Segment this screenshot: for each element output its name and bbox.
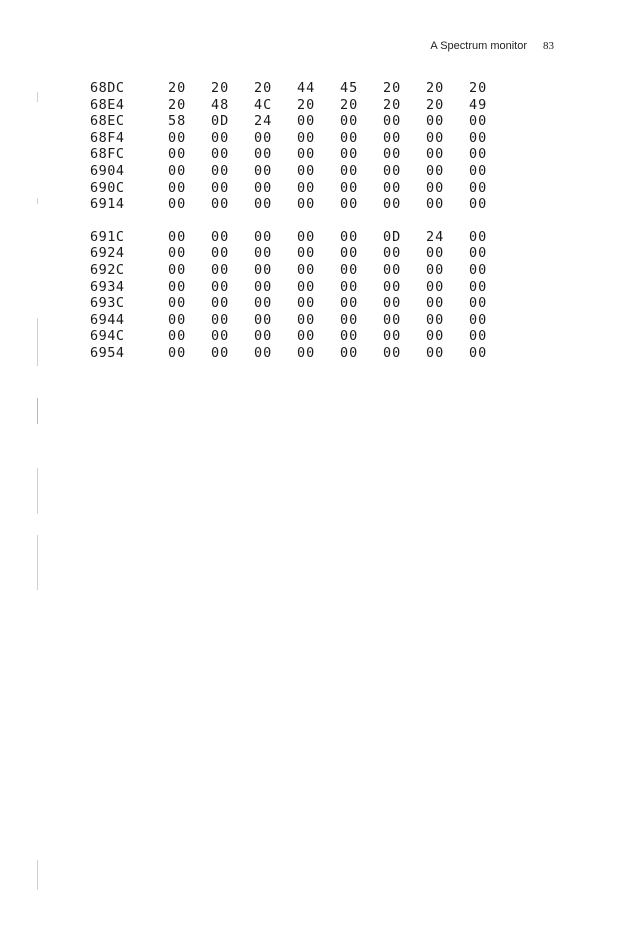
- hex-byte: 00: [211, 196, 230, 213]
- hex-byte: 20: [254, 80, 273, 96]
- memory-address: 6904: [90, 162, 125, 179]
- hex-byte: 20: [426, 80, 445, 96]
- hex-byte: 44: [297, 80, 316, 96]
- hex-byte: 00: [469, 295, 488, 312]
- hex-byte: 00: [168, 245, 187, 262]
- hex-byte: 00: [426, 146, 445, 163]
- margin-mark: [37, 398, 38, 424]
- memory-address: 68F4: [90, 129, 125, 146]
- hex-byte: 00: [469, 261, 488, 278]
- hex-byte: 00: [469, 129, 488, 146]
- hex-byte: 00: [426, 344, 445, 361]
- hex-byte: 20: [168, 80, 187, 96]
- hex-byte: 00: [426, 328, 445, 345]
- hex-byte: 20: [469, 80, 488, 96]
- hex-byte: 00: [426, 311, 445, 328]
- hex-byte: 0D: [211, 113, 230, 130]
- hex-dump-row: [90, 229, 512, 246]
- hex-dump-block: [90, 229, 512, 362]
- hex-dump-row: [90, 146, 512, 163]
- hex-byte: 20: [383, 96, 402, 113]
- hex-byte: 00: [340, 295, 359, 312]
- hex-byte: 00: [211, 146, 230, 163]
- hex-byte: 0D: [383, 228, 402, 245]
- hex-byte: 00: [383, 129, 402, 146]
- hex-byte: 00: [340, 179, 359, 196]
- memory-address: 68EC: [90, 113, 125, 130]
- hex-byte: 00: [383, 344, 402, 361]
- hex-byte: 00: [340, 228, 359, 245]
- hex-byte: 00: [254, 261, 273, 278]
- hex-byte: 00: [211, 245, 230, 262]
- hex-byte: 00: [254, 328, 273, 345]
- hex-byte: 00: [168, 344, 187, 361]
- hex-byte: 00: [211, 129, 230, 146]
- hex-byte: 45: [340, 80, 359, 96]
- hex-byte: 4C: [254, 96, 273, 113]
- hex-byte: 00: [383, 261, 402, 278]
- hex-byte: 00: [297, 129, 316, 146]
- hex-byte: 00: [340, 129, 359, 146]
- hex-byte: 00: [297, 261, 316, 278]
- hex-byte: 00: [426, 196, 445, 213]
- hex-byte: 00: [469, 278, 488, 295]
- hex-byte: 00: [469, 196, 488, 213]
- memory-address: 694C: [90, 328, 125, 345]
- memory-address: 68DC: [90, 80, 125, 96]
- hex-byte: 00: [426, 162, 445, 179]
- hex-byte: 00: [254, 295, 273, 312]
- hex-byte: 00: [426, 278, 445, 295]
- hex-byte: 00: [469, 311, 488, 328]
- hex-byte: 00: [426, 295, 445, 312]
- hex-byte: 00: [297, 245, 316, 262]
- memory-address: 6914: [90, 196, 125, 213]
- memory-address: 68E4: [90, 96, 125, 113]
- memory-address: 68FC: [90, 146, 125, 163]
- hex-byte: 00: [426, 129, 445, 146]
- hex-dump-row: [90, 163, 512, 180]
- hex-byte: 00: [426, 245, 445, 262]
- margin-mark: [37, 198, 38, 204]
- hex-byte: 00: [383, 311, 402, 328]
- hex-byte: 00: [254, 311, 273, 328]
- hex-dump-row: [90, 312, 512, 329]
- hex-byte: 00: [168, 261, 187, 278]
- hex-byte: 00: [297, 113, 316, 130]
- hex-byte: 00: [340, 261, 359, 278]
- hex-byte: 00: [383, 295, 402, 312]
- hex-byte: 00: [254, 196, 273, 213]
- hex-byte: 00: [383, 196, 402, 213]
- hex-byte: 00: [168, 129, 187, 146]
- hex-byte: 00: [211, 295, 230, 312]
- hex-byte: 00: [383, 179, 402, 196]
- margin-mark: [37, 860, 38, 890]
- hex-byte: 00: [168, 162, 187, 179]
- memory-address: 693C: [90, 295, 125, 312]
- hex-byte: 00: [211, 278, 230, 295]
- hex-byte: 00: [340, 113, 359, 130]
- running-head: [430, 40, 554, 52]
- hex-byte: 49: [469, 96, 488, 113]
- hex-byte: 00: [297, 179, 316, 196]
- memory-address: 6954: [90, 344, 125, 361]
- hex-byte: 00: [297, 228, 316, 245]
- hex-dump-row: [90, 245, 512, 262]
- hex-byte: 58: [168, 113, 187, 130]
- hex-byte: 00: [168, 196, 187, 213]
- hex-dump-row: [90, 130, 512, 147]
- hex-dump-row: [90, 97, 512, 114]
- hex-dump-row: [90, 180, 512, 197]
- hex-byte: 00: [168, 311, 187, 328]
- hex-byte: 00: [211, 261, 230, 278]
- hex-byte: 00: [469, 179, 488, 196]
- hex-byte: 00: [469, 245, 488, 262]
- memory-address: 691C: [90, 228, 125, 245]
- hex-byte: 00: [168, 328, 187, 345]
- hex-byte: 20: [340, 96, 359, 113]
- hex-byte: 00: [211, 162, 230, 179]
- hex-byte: 00: [297, 196, 316, 213]
- hex-byte: 00: [211, 228, 230, 245]
- memory-address: 6924: [90, 245, 125, 262]
- memory-address: 692C: [90, 261, 125, 278]
- page-title: A Spectrum monitor: [430, 40, 527, 52]
- hex-byte: 00: [254, 245, 273, 262]
- hex-byte: 00: [297, 344, 316, 361]
- hex-byte: 48: [211, 96, 230, 113]
- hex-byte: 00: [469, 113, 488, 130]
- hex-byte: 20: [211, 80, 230, 96]
- hex-byte: 00: [469, 344, 488, 361]
- hex-byte: 00: [383, 146, 402, 163]
- hex-byte: 00: [340, 278, 359, 295]
- hex-byte: 00: [383, 245, 402, 262]
- hex-dump-row: [90, 113, 512, 130]
- hex-byte: 00: [340, 162, 359, 179]
- hex-byte: 24: [254, 113, 273, 130]
- margin-mark: [37, 468, 38, 514]
- hex-byte: 00: [254, 278, 273, 295]
- hex-dump-row: [90, 328, 512, 345]
- hex-byte: 00: [469, 328, 488, 345]
- hex-byte: 00: [254, 228, 273, 245]
- hex-byte: 20: [383, 80, 402, 96]
- memory-address: 690C: [90, 179, 125, 196]
- memory-address: 6934: [90, 278, 125, 295]
- hex-byte: 00: [340, 328, 359, 345]
- hex-byte: 00: [426, 261, 445, 278]
- hex-byte: 00: [254, 344, 273, 361]
- hex-byte: 00: [340, 196, 359, 213]
- hex-byte: 00: [211, 311, 230, 328]
- hex-dump-row: [90, 80, 512, 97]
- hex-byte: 00: [211, 328, 230, 345]
- margin-mark: [37, 535, 38, 590]
- hex-byte: 00: [297, 328, 316, 345]
- hex-byte: 00: [254, 162, 273, 179]
- hex-byte: 00: [426, 179, 445, 196]
- hex-byte: 00: [383, 113, 402, 130]
- hex-dump-row: [90, 196, 512, 213]
- hex-dump-row: [90, 262, 512, 279]
- hex-dump: [90, 80, 512, 362]
- memory-address: 6944: [90, 311, 125, 328]
- hex-byte: 00: [168, 278, 187, 295]
- margin-mark: [37, 92, 38, 102]
- hex-byte: 00: [340, 311, 359, 328]
- hex-byte: 00: [168, 146, 187, 163]
- hex-byte: 00: [297, 278, 316, 295]
- hex-byte: 00: [254, 146, 273, 163]
- hex-byte: 00: [297, 295, 316, 312]
- margin-mark: [37, 318, 38, 366]
- page-number: 83: [543, 40, 554, 52]
- hex-byte: 00: [469, 146, 488, 163]
- hex-byte: 00: [297, 146, 316, 163]
- hex-byte: 00: [469, 162, 488, 179]
- hex-byte: 00: [254, 179, 273, 196]
- hex-byte: 20: [426, 96, 445, 113]
- hex-byte: 00: [168, 179, 187, 196]
- hex-dump-row: [90, 279, 512, 296]
- hex-byte: 00: [383, 162, 402, 179]
- hex-byte: 00: [211, 344, 230, 361]
- hex-byte: 00: [340, 245, 359, 262]
- hex-byte: 00: [426, 113, 445, 130]
- hex-byte: 00: [168, 295, 187, 312]
- hex-byte: 00: [211, 179, 230, 196]
- hex-byte: 00: [340, 344, 359, 361]
- hex-byte: 00: [340, 146, 359, 163]
- hex-byte: 00: [383, 328, 402, 345]
- hex-byte: 24: [426, 228, 445, 245]
- hex-dump-row: [90, 345, 512, 362]
- hex-byte: 00: [168, 228, 187, 245]
- hex-byte: 20: [168, 96, 187, 113]
- hex-dump-block: [90, 80, 512, 213]
- hex-byte: 00: [297, 162, 316, 179]
- hex-dump-row: [90, 295, 512, 312]
- hex-byte: 00: [383, 278, 402, 295]
- hex-byte: 20: [297, 96, 316, 113]
- hex-byte: 00: [254, 129, 273, 146]
- hex-byte: 00: [469, 228, 488, 245]
- hex-byte: 00: [297, 311, 316, 328]
